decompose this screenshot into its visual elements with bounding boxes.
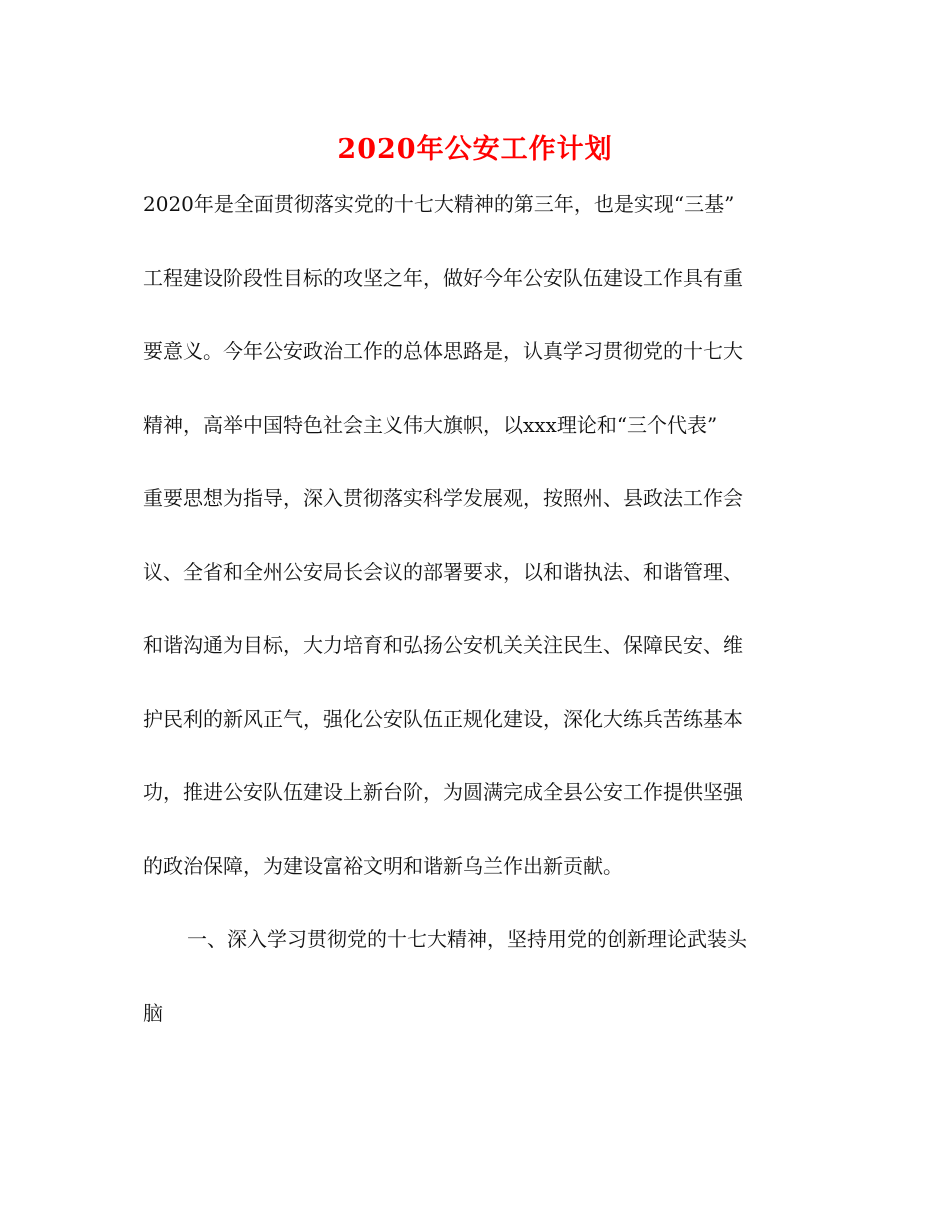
paragraph-line: 精神，高举中国特色社会主义伟大旗帜，以xxx理论和“三个代表”: [143, 412, 718, 437]
paragraph-line: 重要思想为指导，深入贯彻落实科学发展观，按照州、县政法工作会: [143, 486, 743, 510]
document-title: 2020年公安工作计划: [337, 134, 613, 165]
paragraph-line: 要意义。今年公安政治工作的总体思路是，认真学习贯彻党的十七大: [143, 339, 743, 363]
paragraph-line: 护民利的新风正气，强化公安队伍正规化建设，深化大练兵苦练基本: [143, 706, 743, 731]
section-heading-line: 一、深入学习贯彻党的十七大精神，坚持用党的创新理论武装头: [187, 927, 747, 951]
section-heading-line: 脑: [143, 1000, 163, 1025]
paragraph-line: 2020年是全面贯彻落实党的十七大精神的第三年，也是实现“三基”: [143, 192, 735, 216]
paragraph-line: 工程建设阶段性目标的攻坚之年，做好今年公安队伍建设工作具有重: [143, 265, 743, 290]
paragraph-line: 议、全省和全州公安局长会议的部署要求，以和谐执法、和谐管理、: [143, 559, 743, 584]
paragraph-line: 的政治保障，为建设富裕文明和谐新乌兰作出新贡献。: [143, 853, 623, 878]
document-body: [143, 168, 807, 1050]
paragraph-line: 和谐沟通为目标，大力培育和弘扬公安机关关注民生、保障民安、维: [143, 633, 743, 657]
paragraph-line: 功，推进公安队伍建设上新台阶，为圆满完成全县公安工作提供坚强: [143, 780, 743, 804]
